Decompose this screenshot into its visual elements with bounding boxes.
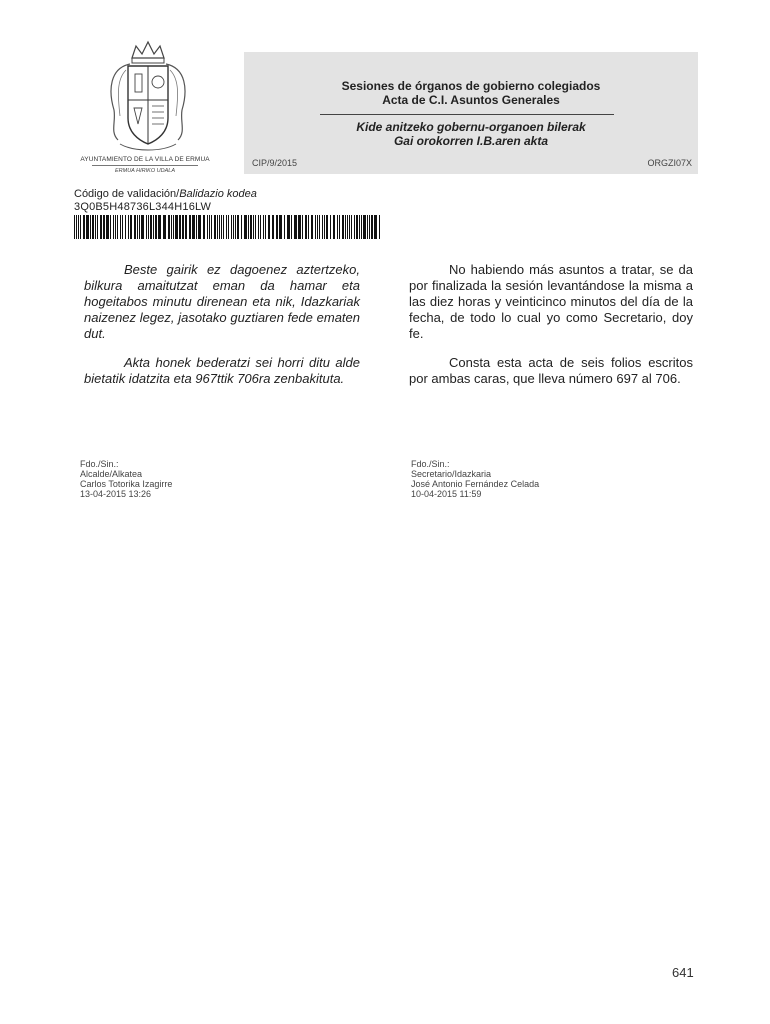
document-title-basque: Kide anitzeko gobernu-organoen bilerak [356,120,586,134]
signature-name: Carlos Totorika Izagirre [80,479,173,489]
page-number: 641 [672,965,694,980]
document-header [244,52,698,174]
validation-label-eu: Balidazio kodea [179,188,257,200]
signature-name: José Antonio Fernández Celada [411,479,540,489]
body-paragraph: Akta honek bederatzi sei horri ditu alde bietatik idatzita eta 967ttik 706ra zenbakituta. [84,355,360,386]
signature-datetime: 13-04-2015 13:26 [80,489,152,499]
header-divider [320,114,614,115]
signature-role: Alcalde/Alkatea [80,469,143,479]
body-spanish-column [409,262,693,400]
body-paragraph: Beste gairik ez dagoenez aztertzeko, bilkura amaitutzat eman da hamar eta hogeitabos minutu direnean eta nik, Idazkariak naizenez legez, jasotako guztiaren fede ematen dut. [84,262,360,341]
body-paragraph: No habiendo más asuntos a tratar, se da por finalizada la sesión levantándose la misma a las diez horas y veinticinco minutos del día de la fecha, de todo lo cual yo como Secretario, doy fe. [409,262,693,341]
signature-role: Secretario/Idazkaria [411,469,492,479]
validation-label-es: Código de validación/ [74,188,180,200]
document-subtitle-basque: Gai orokorren I.B.aren akta [393,134,549,148]
signature-mayor [80,459,172,499]
validation-code: 3Q0B5H48736L344H16LW [74,201,212,213]
validation-label [74,188,257,200]
document-reference: CIP/9/2015 [252,158,298,168]
barcode-icon [74,215,380,239]
body-paragraph: Consta esta acta de seis folios escritos por ambas caras, que lleva número 697 al 706. [409,355,693,386]
logo-divider [92,165,198,166]
form-code: ORGZI07X [647,158,692,168]
logo-caption-basque: ERMUA HIRIKO UDALA [114,168,175,174]
body-basque-column [84,262,360,400]
signature-secretary [411,459,539,499]
signature-label: Fdo./Sin.: [411,459,450,469]
signature-datetime: 10-04-2015 11:59 [411,489,482,499]
logo-caption: AYUNTAMIENTO DE LA VILLA DE ERMUA [80,156,210,163]
signature-label: Fdo./Sin.: [80,459,119,469]
document-title: Sesiones de órganos de gobierno colegiados [341,79,601,93]
document-subtitle: Acta de C.I. Asuntos Generales [382,93,560,107]
